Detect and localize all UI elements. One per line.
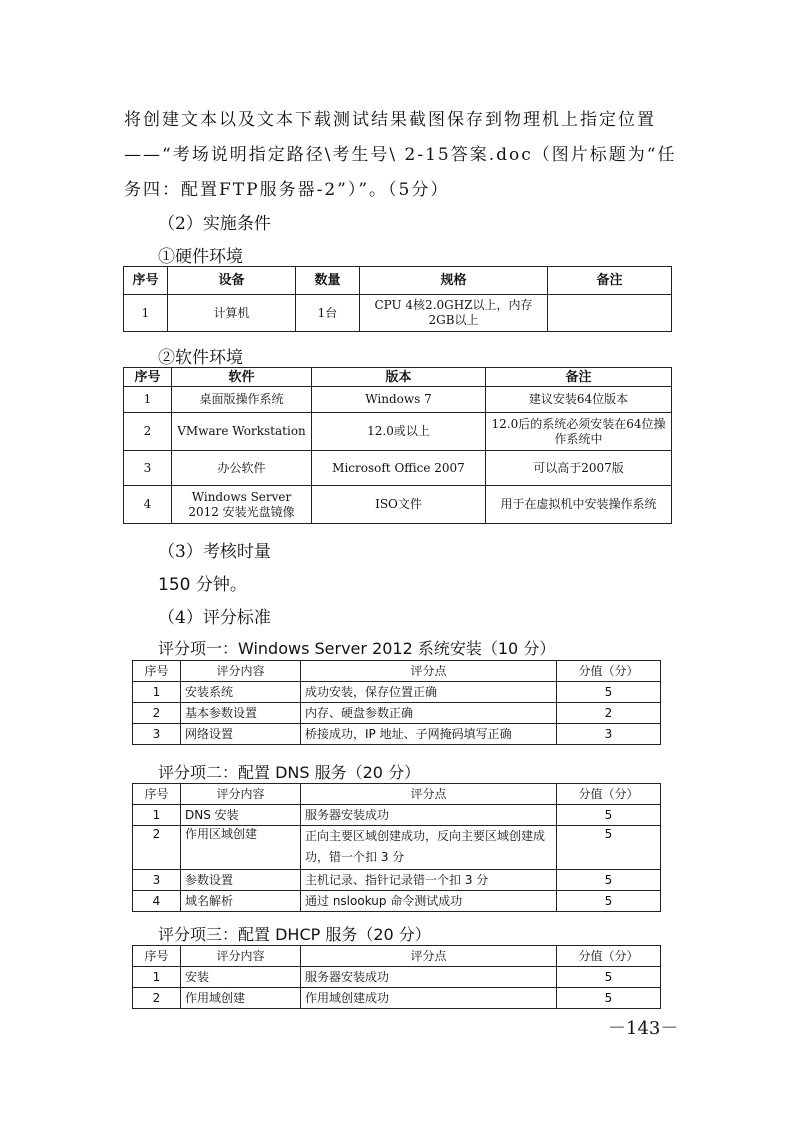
header-row — [133, 661, 661, 682]
col-header: 分值（分） — [557, 661, 661, 682]
col-header: 规格 — [360, 267, 548, 295]
scoring-item-2-title: 评分项二：配置 DNS 服务（20 分） — [158, 763, 421, 782]
col-header: 分值（分） — [557, 784, 661, 805]
cell: 基本参数设置 — [181, 703, 301, 724]
scoring-table-3 — [132, 945, 661, 1009]
cell: 3 — [133, 870, 181, 891]
cell: 主机记录、指针记录错一个扣 3 分 — [301, 870, 557, 891]
cell: 参数设置 — [181, 870, 301, 891]
cell: 办公软件 — [172, 451, 312, 486]
cell: 5 — [557, 805, 661, 826]
cell: 2 — [124, 413, 172, 451]
cell: DNS 安装 — [181, 805, 301, 826]
table-row — [133, 724, 661, 745]
cell: ISO文件 — [312, 486, 486, 524]
cell: 服务器安装成功 — [301, 805, 557, 826]
col-header: 序号 — [124, 267, 168, 295]
col-header: 评分内容 — [181, 661, 301, 682]
cell: 1 — [133, 682, 181, 703]
cell: 1 — [124, 387, 172, 413]
intro-line-1: 将创建文本以及文本下载测试结果截图保存到物理机上指定位置 — [124, 110, 656, 130]
cell: 5 — [557, 826, 661, 870]
cell: 桌面版操作系统 — [172, 387, 312, 413]
cell: 安装系统 — [181, 682, 301, 703]
cell: 1 — [133, 967, 181, 988]
page-number: －143－ — [608, 1018, 679, 1039]
table-row — [133, 988, 661, 1009]
cell: 3 — [124, 451, 172, 486]
intro-line-2: ——“考场说明指定路径\考生号\ 2-15答案.doc（图片标题为“任 — [124, 145, 677, 165]
cell: 安装 — [181, 967, 301, 988]
cell: 桥接成功，IP 地址、子网掩码填写正确 — [301, 724, 557, 745]
table-row — [133, 826, 661, 870]
cell: 1 — [124, 295, 168, 332]
scoring-item-1-title: 评分项一：Windows Server 2012 系统安装（10 分） — [158, 639, 556, 658]
cell: 用于在虚拟机中安装操作系统 — [486, 486, 672, 524]
cell: 5 — [557, 682, 661, 703]
col-header: 评分点 — [301, 946, 557, 967]
cell: 3 — [557, 724, 661, 745]
col-header: 软件 — [172, 368, 312, 387]
table-row — [124, 413, 672, 451]
table-row — [133, 870, 661, 891]
cell: Windows 7 — [312, 387, 486, 413]
cell: 内存、硬盘参数正确 — [301, 703, 557, 724]
cell: 作用区域创建 — [181, 826, 301, 870]
cell: 5 — [557, 891, 661, 912]
header-row — [133, 784, 661, 805]
scoring-table-1 — [132, 660, 661, 745]
table-row — [133, 703, 661, 724]
section-3-heading: （3）考核时量 — [158, 542, 271, 562]
cell: 1台 — [296, 295, 360, 332]
cell: 12.0或以上 — [312, 413, 486, 451]
cell: Windows Server 2012 安装光盘镜像 — [172, 486, 312, 524]
table-row — [133, 682, 661, 703]
software-title: ②软件环境 — [158, 348, 243, 368]
cell: 2 — [133, 826, 181, 870]
cell: 3 — [133, 724, 181, 745]
table-row — [133, 967, 661, 988]
cell: VMware Workstation — [172, 413, 312, 451]
duration-text: 150 分钟。 — [158, 575, 247, 595]
cell: 计算机 — [168, 295, 296, 332]
section-2-heading: （2）实施条件 — [158, 214, 271, 234]
cell: 12.0后的系统必须安装在64位操作系统中 — [486, 413, 672, 451]
table-row — [124, 387, 672, 413]
cell: 4 — [124, 486, 172, 524]
table-row — [124, 295, 672, 332]
hardware-table — [123, 266, 672, 332]
hardware-title: ①硬件环境 — [158, 247, 243, 267]
cell: 2 — [133, 988, 181, 1009]
col-header: 设备 — [168, 267, 296, 295]
table-row — [133, 805, 661, 826]
col-header: 序号 — [133, 661, 181, 682]
hardware-header-row — [124, 267, 672, 295]
software-header-row — [124, 368, 672, 387]
col-header: 评分内容 — [181, 946, 301, 967]
cell: CPU 4核2.0GHZ以上，内存 2GB以上 — [360, 295, 548, 332]
cell: 网络设置 — [181, 724, 301, 745]
cell: 2 — [133, 703, 181, 724]
scoring-item-3-title: 评分项三：配置 DHCP 服务（20 分） — [158, 925, 431, 944]
col-header: 分值（分） — [557, 946, 661, 967]
cell: 建议安装64位版本 — [486, 387, 672, 413]
table-row — [124, 486, 672, 524]
cell: 5 — [557, 988, 661, 1009]
cell: 可以高于2007版 — [486, 451, 672, 486]
col-header: 版本 — [312, 368, 486, 387]
cell: 4 — [133, 891, 181, 912]
table-row — [133, 891, 661, 912]
cell: 5 — [557, 967, 661, 988]
software-table — [123, 367, 672, 524]
col-header: 序号 — [133, 946, 181, 967]
cell: 正向主要区域创建成功，反向主要区域创建成功，错一个扣 3 分 — [301, 826, 557, 870]
col-header: 序号 — [133, 784, 181, 805]
col-header: 备注 — [548, 267, 672, 295]
col-header: 评分内容 — [181, 784, 301, 805]
intro-line-3: 务四：配置FTP服务器-2”）”。（5分） — [124, 180, 450, 200]
cell: 作用域创建成功 — [301, 988, 557, 1009]
scoring-table-2 — [132, 783, 661, 912]
col-header: 序号 — [124, 368, 172, 387]
table-row — [124, 451, 672, 486]
cell: 作用域创建 — [181, 988, 301, 1009]
section-4-heading: （4）评分标准 — [158, 608, 271, 628]
header-row — [133, 946, 661, 967]
cell: 服务器安装成功 — [301, 967, 557, 988]
cell: 成功安装，保存位置正确 — [301, 682, 557, 703]
cell: 域名解析 — [181, 891, 301, 912]
col-header: 评分点 — [301, 661, 557, 682]
cell: Microsoft Office 2007 — [312, 451, 486, 486]
cell — [548, 295, 672, 332]
cell: 通过 nslookup 命令测试成功 — [301, 891, 557, 912]
col-header: 评分点 — [301, 784, 557, 805]
cell: 5 — [557, 870, 661, 891]
col-header: 备注 — [486, 368, 672, 387]
cell: 2 — [557, 703, 661, 724]
cell: 1 — [133, 805, 181, 826]
col-header: 数量 — [296, 267, 360, 295]
